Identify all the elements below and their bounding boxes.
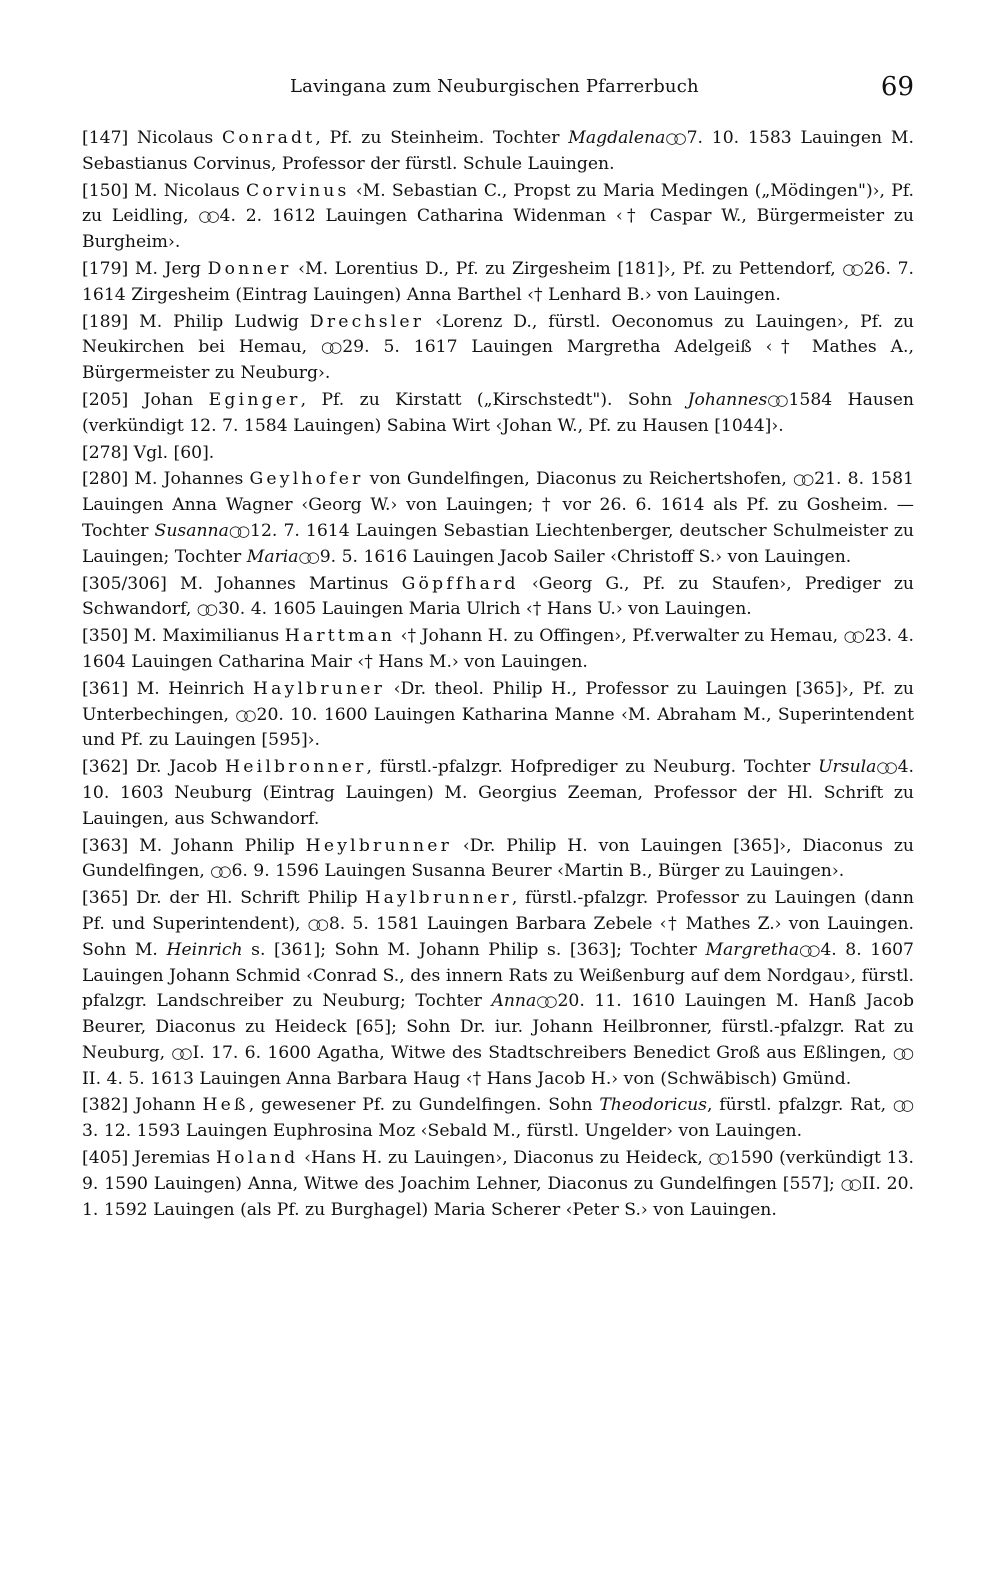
register-entry	[82, 179, 914, 256]
entry-text: 23. 4. 1604 Lauingen Catharina Mair ‹† Hans M.› von Lauingen.	[82, 626, 914, 672]
marriage-rings-icon: ○○	[799, 940, 816, 959]
entry-text: 7. 10. 1583 Lauingen M. Sebastianus Corvinus, Professor der fürstl. Schule Lauingen.	[82, 128, 914, 174]
register-entry	[82, 467, 914, 570]
entry-text: s. [361]; Sohn M. Johann Philip s. [363]; Tochter	[242, 939, 706, 960]
entry-text: ‹M. Lorentius D., Pf. zu Zirgesheim [181]›, Pf. zu Pettendorf,	[291, 258, 843, 279]
entry-text: ‹† Johann H. zu Offingen›, Pf.verwalter zu Hemau,	[395, 626, 844, 647]
register-entry	[82, 755, 914, 832]
marriage-rings-icon: ○○	[843, 627, 860, 646]
entry-child-name: Maria	[246, 546, 299, 567]
entry-text: II. 4. 5. 1613 Lauingen Anna Barbara Haug ‹† Hans Jacob H.› von (Schwäbisch) Gmünd.	[82, 1068, 852, 1089]
entry-surname: Eginger	[208, 389, 301, 410]
entry-text: [150] M. Nicolaus	[82, 180, 247, 201]
entry-text: 4. 10. 1603 Neuburg (Eintrag Lauingen) M. Georgius Zeeman, Professor der Hl. Schrift zu Lauingen, aus Schwandorf.	[82, 757, 914, 829]
register-entry	[82, 441, 914, 467]
entry-text: 20. 11. 1610 Lauingen M. Hanß Jacob Beurer, Diaconus zu Heideck [65]; Sohn Dr. iur. Johann Heilbronner, fürstl.-pfalzgr. Rat zu Neuburg,	[82, 991, 914, 1063]
register-entry	[82, 310, 914, 387]
entry-surname: Drechsler	[309, 311, 425, 332]
register-entry	[82, 677, 914, 754]
register-entry	[82, 886, 914, 1092]
entry-text: [189] M. Philip Ludwig	[82, 311, 310, 332]
marriage-rings-icon: ○○	[708, 1149, 725, 1168]
entry-text: 8. 5. 1581 Lauingen Barbara Zebele ‹† Mathes Z.› von Lauingen. Sohn M.	[82, 913, 914, 960]
entry-text: II. 20. 1. 1592 Lauingen (als Pf. zu Burghagel) Maria Scherer ‹Peter S.› von Lauingen.	[82, 1173, 915, 1220]
register-entry	[82, 1146, 914, 1223]
entry-surname: Conradt	[222, 128, 316, 148]
entry-text: [205] Johan	[82, 389, 209, 410]
entry-text: 6. 9. 1596 Lauingen Susanna Beurer ‹Martin B., Bürger zu Lauingen›.	[231, 861, 845, 882]
entry-text: [365] Dr. der Hl. Schrift Philip	[82, 888, 366, 909]
entry-text: ‹Dr. theol. Philip H., Professor zu Lauingen [365]›, Pf. zu Unterbechingen,	[82, 678, 914, 725]
marriage-rings-icon: ○○	[171, 1043, 188, 1062]
entry-surname: Haylbruner	[252, 678, 386, 699]
marriage-rings-icon: ○○	[198, 207, 215, 226]
entry-surname: Corvinus	[246, 180, 350, 201]
entry-text: [305/306] M. Johannes Martinus	[82, 573, 402, 594]
marriage-rings-icon: ○○	[235, 705, 252, 724]
page-number: 69	[880, 72, 914, 102]
entry-child-name: Johannes	[687, 389, 768, 410]
entry-text: 3. 12. 1593 Lauingen Euphrosina Moz ‹Sebald M., fürstl. Ungelder› von Lauingen.	[82, 1121, 803, 1142]
marriage-rings-icon: ○○	[298, 547, 315, 566]
entry-text: , gewesener Pf. zu Gundelfingen. Sohn	[248, 1095, 600, 1116]
entry-surname: Göpffhard	[401, 573, 519, 594]
marriage-rings-icon: ○○	[876, 758, 893, 777]
entry-text: [179] M. Jerg	[82, 258, 208, 279]
entry-text: 4. 2. 1612 Lauingen Catharina Widenman ‹† Caspar W., Bürgermeister zu Burgheim›.	[82, 206, 914, 253]
entry-text: 21. 8. 1581 Lauingen Anna Wagner ‹Georg W.› von Lauingen; † vor 26. 6. 1614 als Pf. zu Gosheim. — Tochter	[82, 469, 914, 541]
entry-text: [363] M. Johann Philip	[82, 835, 306, 856]
running-title: Lavingana zum Neuburgischen Pfarrerbuch	[290, 76, 699, 97]
entry-text: 1590 (verkündigt 13. 9. 1590 Lauingen) Anna, Witwe des Joachim Lehner, Diaconus zu Gundelfingen [557];	[82, 1148, 914, 1194]
register-entry	[82, 834, 914, 886]
entry-surname: Holand	[215, 1148, 299, 1169]
entry-text: 9. 5. 1616 Lauingen Jacob Sailer ‹Christoff S.› von Lauingen.	[319, 546, 852, 567]
marriage-rings-icon: ○○	[196, 600, 213, 619]
entry-child-name: Magdalena	[568, 128, 666, 148]
entry-surname: Harttman	[284, 626, 396, 647]
entry-text: ‹Georg G., Pf. zu Staufen›, Prediger zu Schwandorf,	[82, 573, 915, 620]
marriage-rings-icon: ○○	[792, 470, 810, 489]
entry-text: 4. 8. 1607 Lauingen Johann Schmid ‹Conrad S., des innern Rats zu Weißenburg auf dem Nordgau›, fürstl. pfalzgr. Landschreiber zu Neuburg; Tochter	[82, 939, 914, 1012]
entry-child-name: Ursula	[818, 757, 877, 778]
entry-text: 29. 5. 1617 Lauingen Margretha Adelgeiß ‹† Mathes A., Bürgermeister zu Neuburg›.	[82, 337, 914, 384]
entry-text: , fürstl.-pfalzgr. Hofprediger zu Neuburg. Tochter	[366, 757, 819, 778]
entry-surname: Heß	[202, 1095, 249, 1116]
entry-surname: Geylhofer	[249, 469, 364, 490]
entry-child-name: Heinrich	[166, 939, 243, 960]
marriage-rings-icon: ○○	[210, 862, 227, 881]
register-entry	[82, 257, 914, 309]
document-page	[82, 72, 914, 1224]
register-entry	[82, 624, 914, 676]
entry-text: [280] M. Johannes	[82, 469, 250, 490]
entry-child-name: Margretha	[705, 939, 800, 960]
entry-surname: Donner	[207, 258, 292, 279]
marriage-rings-icon: ○○	[840, 1174, 857, 1193]
marriage-rings-icon: ○○	[228, 521, 246, 540]
entry-text: ‹M. Sebastian C., Propst zu Maria Medingen („Mödingen")›, Pf. zu Leidling,	[82, 180, 914, 227]
entry-text: 30. 4. 1605 Lauingen Maria Ulrich ‹† Hans U.› von Lauingen.	[217, 599, 752, 620]
entry-text: ‹Lorenz D., fürstl. Oeconomus zu Lauingen›, Pf. zu Neukirchen bei Hemau,	[82, 311, 914, 358]
register-entry	[82, 572, 914, 624]
marriage-rings-icon: ○○	[307, 914, 324, 933]
entry-text: I. 17. 6. 1600 Agatha, Witwe des Stadtschreibers Benedict Groß aus Eßlingen,	[192, 1042, 893, 1063]
entry-text: , Pf. zu Kirstatt („Kirschstedt"). Sohn	[300, 389, 688, 410]
entry-text: [382] Johann	[82, 1095, 203, 1116]
entry-child-name: Anna	[491, 991, 537, 1012]
entry-surname: Haylbrunner	[365, 888, 512, 909]
entry-text: , fürstl.-pfalzgr. Professor zu Lauingen (dann Pf. und Superintendent),	[82, 888, 914, 934]
entry-text: [362] Dr. Jacob	[82, 757, 226, 778]
marriage-rings-icon: ○○	[536, 992, 553, 1011]
entry-child-name: Theodoricus	[599, 1095, 707, 1116]
marriage-rings-icon: ○○	[842, 259, 859, 278]
entry-text: [278] Vgl. [60].	[82, 442, 215, 463]
entry-text: , fürstl. pfalzgr. Rat,	[706, 1095, 893, 1116]
marriage-rings-icon: ○○	[665, 129, 682, 147]
entry-list	[82, 126, 914, 1223]
entry-text: [405] Jeremias	[82, 1148, 216, 1169]
entry-surname: Heylbrunner	[305, 835, 453, 856]
register-entry	[82, 126, 914, 178]
marriage-rings-icon: ○○	[892, 1096, 910, 1115]
entry-text: 20. 10. 1600 Lauingen Katharina Manne ‹M. Abraham M., Superintendent und Pf. zu Lauingen [595]›.	[82, 704, 914, 751]
entry-surname: Heilbronner	[225, 757, 367, 778]
entry-text: von Gundelfingen, Diaconus zu Reichertshofen,	[363, 469, 793, 490]
marriage-rings-icon: ○○	[321, 338, 338, 357]
entry-text: ‹Dr. Philip H. von Lauingen [365]›, Diaconus zu Gundelfingen,	[82, 835, 914, 882]
entry-text: 12. 7. 1614 Lauingen Sebastian Liechtenberger, deutscher Schulmeister zu Lauingen; Tochter	[82, 520, 914, 567]
entry-text: , Pf. zu Steinheim. Tochter	[315, 128, 569, 148]
entry-text: [350] M. Maximilianus	[82, 626, 285, 647]
entry-text: [361] M. Heinrich	[82, 678, 253, 699]
register-entry	[82, 388, 914, 440]
entry-text: 26. 7. 1614 Zirgesheim (Eintrag Lauingen) Anna Barthel ‹† Lenhard B.› von Lauingen.	[82, 258, 914, 305]
page-header	[82, 72, 914, 106]
entry-text: 1584 Hausen (verkündigt 12. 7. 1584 Lauingen) Sabina Wirt ‹Johan W., Pf. zu Hausen [1044]›.	[82, 389, 914, 436]
entry-child-name: Susanna	[154, 520, 229, 541]
entry-text: ‹Hans H. zu Lauingen›, Diaconus zu Heideck,	[298, 1148, 709, 1169]
register-entry	[82, 1093, 914, 1145]
marriage-rings-icon: ○○	[767, 390, 784, 409]
marriage-rings-icon: ○○	[892, 1043, 910, 1062]
entry-text: [147] Nicolaus	[82, 128, 223, 148]
